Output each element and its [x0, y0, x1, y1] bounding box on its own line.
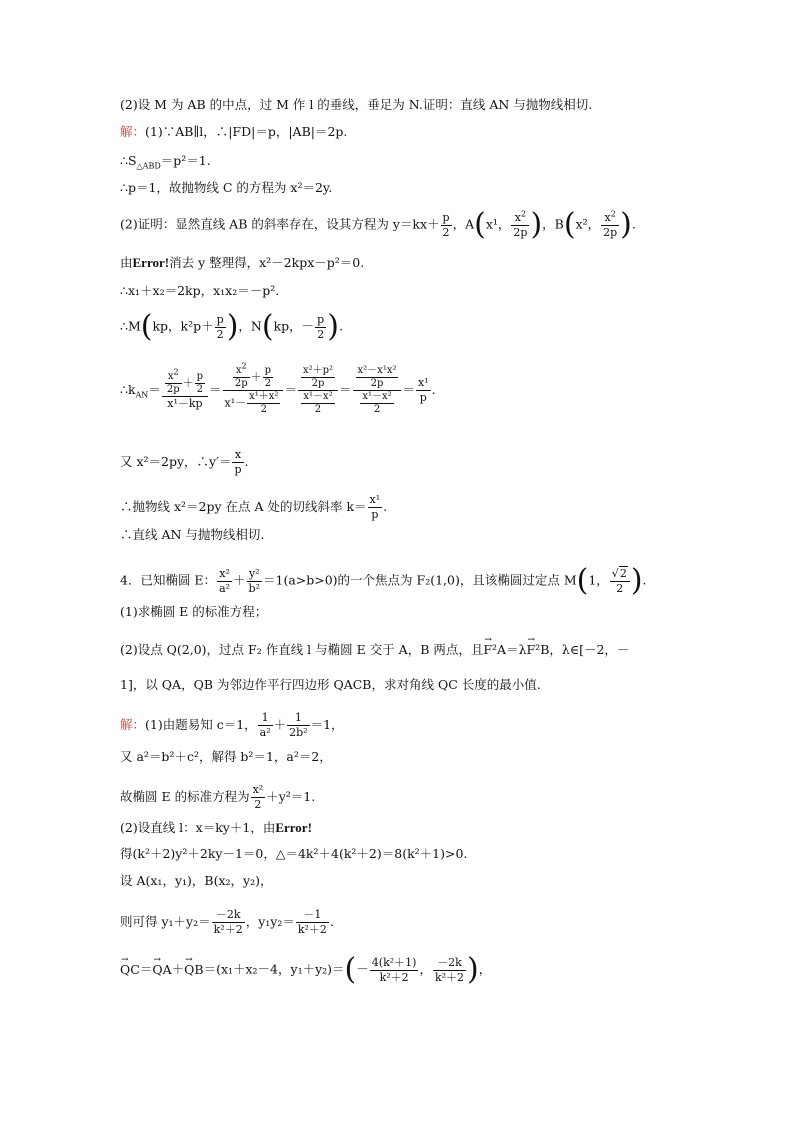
p3-sol2-line6: 又 x²＝2py，∴y′＝ $\frac{x}{p}$ .	[120, 448, 249, 476]
p4-sol2-line5: → QC＝→ QA＋→ QB＝(x₁＋x₂－4，y₁＋y₂)＝(－ $\frac{\text{4(k²＋1)}}{\text{k²＋2}}$ ， $\frac{-2k}{\text{k²＋2}}$ )，	[120, 955, 491, 985]
text: 消去 y 整理得，x²－2kpx－p²＝0.	[169, 255, 365, 270]
p3-sol1-line1	[120, 124, 347, 140]
text: 由	[120, 255, 133, 270]
text: ，N	[238, 318, 262, 334]
p3-sol2-line2	[120, 255, 364, 271]
jie-label: 解：	[120, 124, 146, 139]
text: (2)证明：显然直线 AB 的斜率存在，设其方程为 y＝kx＋	[120, 216, 440, 232]
text: 故椭圆 E 的标准方程为	[120, 789, 250, 804]
p4-sol1-line3: 故椭圆 E 的标准方程为 $\frac{\text{x²}}{2}$ ＋y²＝1.	[120, 783, 316, 811]
text: ＝1(a>b>0)的一个焦点为 F₂(1,0)，且该椭圆过定点 M	[263, 572, 577, 588]
p4-sol2-line4: 则可得 y₁＋y₂＝ $\frac{-2k}{\text{k²＋2}}$ ，y₁y₂＝ $\frac{-1}{\text{k²＋2}}$ .	[120, 908, 334, 936]
text: ＋y²＝1.	[266, 789, 316, 804]
text: ，y₁y₂＝	[245, 914, 295, 929]
text: (1)由题易知 c＝1，	[145, 717, 257, 732]
text: (2)设直线 l：x＝ky＋1，由	[120, 820, 276, 835]
p3-sol1-line3: ∴p＝1，故抛物线 C 的方程为 x²＝2y.	[120, 180, 333, 195]
p3-sol1-text: (1)∵AB∥l，∴|FD|＝p，|AB|＝2p.	[145, 124, 348, 139]
jie-label: 解：	[120, 717, 146, 732]
fraction: $\frac{p}{2}$	[442, 210, 450, 239]
p4-part2-question: (2)设点 Q(2,0)，过点 F₂ 作直线 l 与椭圆 E 交于 A，B 两点，且→ F²A＝λ→ F²B，λ∈[－2，－	[120, 642, 629, 658]
text: 又 x²＝2py，∴y′＝	[120, 454, 232, 469]
text: ∴M	[120, 318, 141, 334]
p4-sol2-line3: 设 A(x₁，y₁)，B(x₂，y₂)，	[120, 873, 273, 888]
error-text: Error!	[132, 255, 170, 270]
p4-part1-question: (1)求椭圆 E 的标准方程；	[120, 604, 268, 619]
text: △ABD	[136, 161, 161, 171]
p4-question: 4．已知椭圆 E： $\frac{\text{x²}}{\text{a²}}$ ＋ $\frac{\text{y²}}{\text{b²}}$ ＝1(a>b>0)的一个焦点为 F₂(1,0)，且该椭圆过定点 M(1， $\frac{√2}{2}$ ).	[120, 563, 647, 598]
p3-sol2-line1: (2)证明：显然直线 AB 的斜率存在，设其方程为 y＝kx＋ $\frac{p}{2}$ ，A(x¹， $\frac{x^2}{2p}$ )，B(x²， $\frac{x^2}{2p}$ ).	[120, 207, 636, 242]
text: ＝p²＝1.	[160, 153, 211, 168]
p4-part2-question-line2: 1]，以 QA，QB 为邻边作平行四边形 QACB，求对角线 QC 长度的最小值.	[120, 677, 541, 692]
error-text: Error!	[275, 820, 312, 835]
text: ∴S	[120, 153, 137, 168]
text: ＝(x₁＋x₂－4，y₁＋y₂)＝	[203, 961, 345, 977]
p3-sol2-line4: ∴M(kp，k²p＋ $\frac{p}{2}$ )，N(kp，－ $\frac{p}{2}$ ).	[120, 309, 343, 344]
p3-sol1-line2	[120, 153, 211, 169]
text: ∴抛物线 x²＝2py 在点 A 处的切线斜率 k＝	[120, 499, 367, 514]
text: 则可得 y₁＋y₂＝	[120, 914, 211, 929]
text: (2)设点 Q(2,0)，过点 F₂ 作直线 l 与椭圆 E 交于 A，B 两点，且	[120, 642, 484, 657]
p3-sol2-line8: ∴直线 AN 与抛物线相切.	[120, 527, 265, 542]
p4-sol1-line2: 又 a²＝b²＋c²，解得 b²＝1，a²＝2，	[120, 749, 332, 764]
p3-sol2-line3: ∴x₁＋x₂＝2kp，x₁x₂＝－p².	[120, 283, 280, 298]
p4-sol2-line2: 得(k²＋2)y²＋2ky－1＝0，△＝4k²＋4(k²＋2)＝8(k²＋1)>0.	[120, 846, 468, 861]
p3-sol2-line5-kan: $\therefore k_{AN}=$ $\frac{x^2}{2p}$ ＋ $\frac{p}{2}$ x¹－kp ＝ $\frac{x^2}{2p}$ ＋ $\frac{p}{2}$ x¹－ $\frac{\text{x¹＋x²}}{2}$ ＝ $\frac{\frac{\text{x²＋p²}}{2p}}{\frac{\text{x¹－x²}}{2}}$ ＝ $\frac{\frac{\text{x²－x¹x²}}{2p}}{\frac{\text{x¹－x²}}{2}}$ ＝ $\frac{\text{x¹}}{p}$ .	[120, 361, 436, 415]
p3-sol2-line7: ∴抛物线 x²＝2py 在点 A 处的切线斜率 k＝ $\frac{\text{x¹}}{p}$ .	[120, 493, 388, 521]
p3-part2-question: (2)设 M 为 AB 的中点，过 M 作 l 的垂线，垂足为 N.证明：直线 AN 与抛物线相切.	[120, 97, 593, 112]
text: 4．已知椭圆 E：	[120, 572, 217, 588]
p4-sol1-line1: 解：(1)由题易知 c＝1， $\frac{1}{\text{a²}}$ ＋ $\frac{1}{\text{2b²}}$ ＝1，	[120, 711, 344, 739]
p4-sol2-line1	[120, 820, 312, 836]
text: ，λ∈[－2，－	[549, 642, 630, 657]
